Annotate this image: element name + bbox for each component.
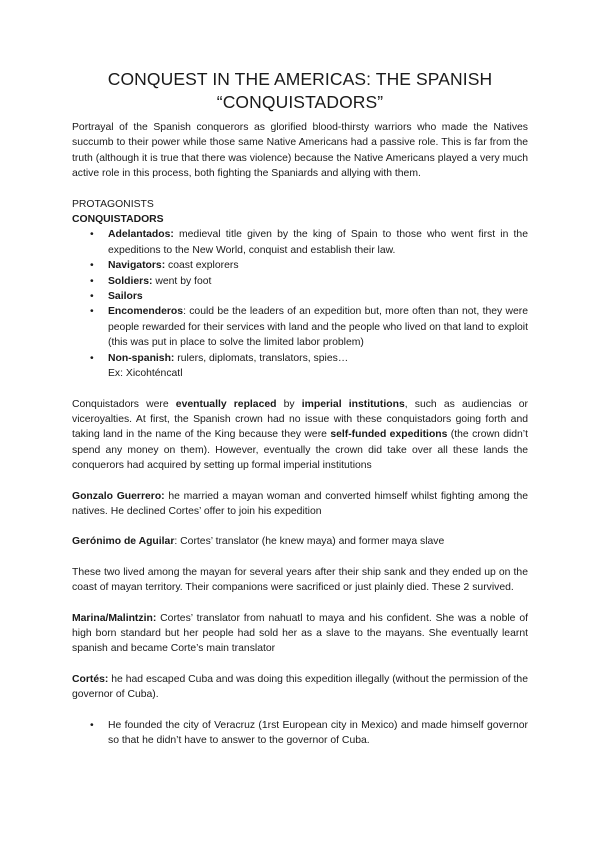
list-item: • Non-spanish: rulers, diplomats, translators, spies… Ex: Xicohténcatl xyxy=(108,351,528,382)
protagonists-label: PROTAGONISTS xyxy=(72,198,154,210)
guerrero-paragraph: Gonzalo Guerrero: he married a mayan woman and converted himself whilst fighting among the natives. He declined Cortes’ offer to join his expedition xyxy=(72,490,528,517)
list-item: • Soldiers: went by foot xyxy=(108,274,528,289)
marina-paragraph: Marina/Malintzin: Cortes’ translator from nahuatl to maya and his confident. She was a noble of high born standard but her people had sold her as a slave to the mayans. She eventually learnt spanish and became Corte’s main translator xyxy=(72,612,528,655)
cortes-list xyxy=(72,718,528,749)
survived-paragraph: These two lived among the mayan for several years after their ship sank and they ended up on the coast of mayan territory. Their companions were sacrificed or just plainly died. These 2 survived. xyxy=(72,566,528,594)
document-title xyxy=(72,68,528,114)
conquistadors-list xyxy=(72,227,528,381)
aguilar-paragraph: Gerónimo de Aguilar: Cortes’ translator (he knew maya) and former maya slave xyxy=(72,536,445,548)
replaced-paragraph: Conquistadors were eventually replaced by imperial institutions, such as audiencias or viceroyalties. At first, the Spanish crown had no issue with these conquistadors going forth and taking land in the name of the King because they were self-funded expeditions (the crown didn’t spend any money on them). However, eventually the crown did take over all these lands the conquerors had acquired by setting up formal imperial institutions xyxy=(72,398,529,472)
title-line-1: CONQUEST IN THE AMERICAS: THE SPANISH xyxy=(107,69,493,89)
title-line-2: “CONQUISTADORS” xyxy=(216,92,384,112)
list-item: • Navigators: coast explorers xyxy=(108,258,528,273)
intro-paragraph: Portrayal of the Spanish conquerors as glorified blood-thirsty warriors who made the Natives succumb to their power while those same Native Americans had a passive role. This is far from the truth (although it is true that there was violence) because the Native Americans played a very much active role in this process, both fighting the Spaniards and allying with them. xyxy=(72,122,528,180)
conquistadors-heading: CONQUISTADORS xyxy=(72,214,164,226)
cortes-paragraph: Cortés: he had escaped Cuba and was doing this expedition illegally (without the permission of the governor of Cuba). xyxy=(72,673,528,701)
example-line: Ex: Xicohténcatl xyxy=(108,368,183,380)
list-item: • Sailors xyxy=(108,289,528,304)
list-item: • Adelantados: medieval title given by the king of Spain to those who went first in the expeditions to the New World, conquist and establish their law. xyxy=(108,227,528,258)
list-item: • Encomenderos: could be the leaders of an expedition but, more often than not, they were people rewarded for their services with land and the people who lived on that land to exploit (this was put in place to solve the limited labor problem) xyxy=(108,304,528,350)
list-item: • He founded the city of Veracruz (1rst European city in Mexico) and made himself governor so that he didn’t have to answer to the governor of Cuba. xyxy=(108,718,528,749)
